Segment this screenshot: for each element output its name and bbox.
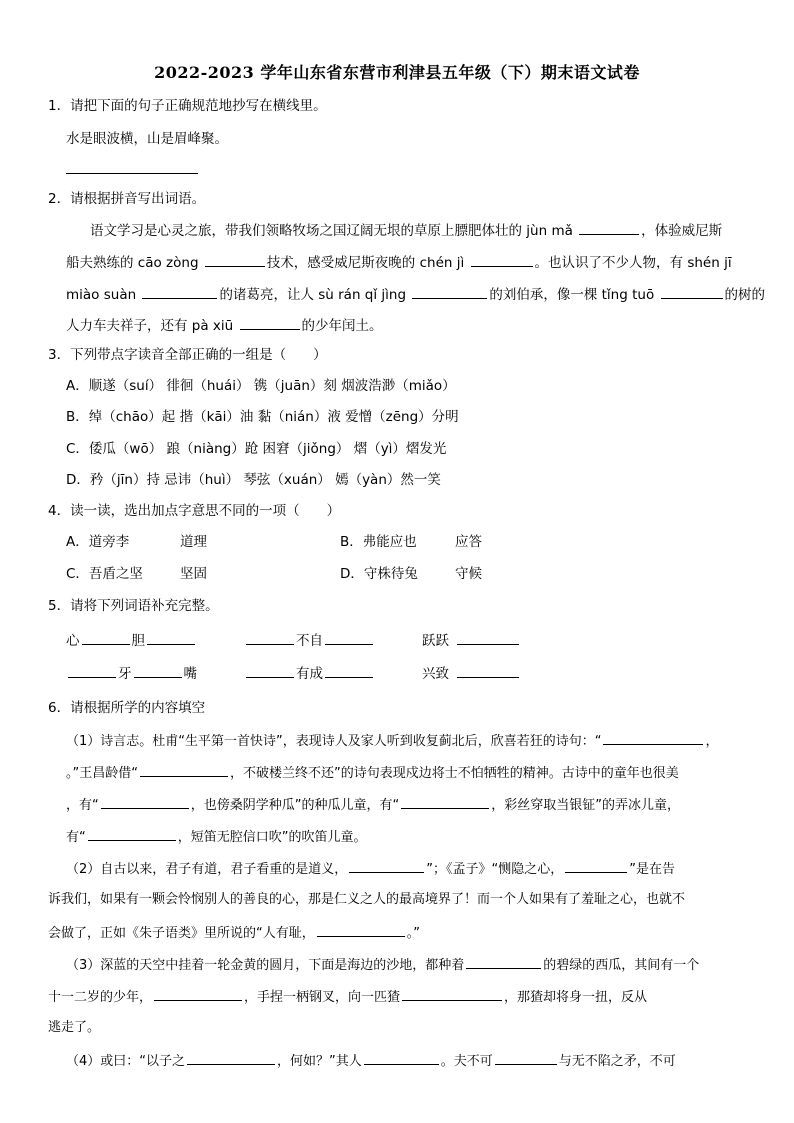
q6-text: （2）自古以来，君子有道，君子看重的是道义， [66,862,348,877]
q2-text: 的树的 [724,287,766,303]
question-2-line-4 [66,315,383,336]
q5-blank[interactable] [325,663,373,678]
question-2-line-1 [90,220,722,241]
q6-p3-line-3: 逃走了。 [48,1020,101,1035]
q5-blank[interactable] [147,630,195,645]
question-4-stem: 4．读一读，选出加点字意思不同的一项（ ） [48,503,341,519]
q6-text: ，不破楼兰终不还”的诗句表现戍边将士不怕牺牲的精神。古诗中的童年也很美 [229,766,679,781]
question-4-option-d-word: 守候 [455,566,482,582]
q2-text: 。也认识了不少人物，有 shén jī [534,255,732,271]
question-4-option-a[interactable]: A．道旁李 [66,534,130,550]
question-4-option-b[interactable]: B．弗能应也 [340,534,417,550]
q6-text: 的碧绿的西瓜，其间有一个 [543,958,700,973]
q6-blank[interactable] [101,794,189,809]
q6-blank[interactable] [154,986,242,1001]
question-4-option-c[interactable]: C．吾盾之坚 [66,566,143,582]
q2-blank-junma[interactable] [579,220,639,235]
q6-p3-line-1 [66,954,699,976]
q2-blank-caozong[interactable] [205,252,265,267]
question-6-stem: 6．请根据所学的内容填空 [48,700,206,716]
q2-text: 语文学习是心灵之旅，带我们领略牧场之国辽阔无垠的草原上膘肥体壮的 jùn mǎ [90,223,573,239]
q6-text: ，也傍桑阴学种瓜”的种瓜儿童，有“ [190,798,400,813]
q5-text: 跃跃 [422,633,449,649]
page-title: 2022-2023 学年山东省东营市利津县五年级（下）期末语文试卷 [154,63,640,82]
q6-text: 有“ [66,830,86,845]
q2-text: miào suàn [66,287,137,303]
q5-item-2 [244,630,375,651]
q6-text: （3）深蓝的天空中挂着一轮金黄的圆月，下面是海边的沙地，都种着 [66,958,465,973]
q6-p1-line-1 [66,730,719,752]
question-4-option-d[interactable]: D．守株待兔 [340,566,418,582]
q6-text: 。”王昌龄借“ [66,766,138,781]
q6-blank[interactable] [565,858,627,873]
q6-text: （4）或曰：“以子之 [66,1054,186,1069]
q5-text: 有成 [296,666,323,682]
q5-item-3 [422,630,521,651]
q6-blank[interactable] [187,1050,275,1065]
question-4-option-a-word: 道理 [180,534,207,550]
q5-item-4 [66,663,197,684]
q5-text: 心 [66,633,80,649]
q6-p3-line-2 [48,986,647,1008]
q5-text: 兴致 [422,666,449,682]
question-5-stem: 5．请将下列词语补充完整。 [48,598,219,614]
q6-text: ”是在告 [629,862,676,877]
q6-text: 十一二岁的少年， [48,990,153,1005]
q6-p1-line-3 [66,794,680,816]
q5-text: 不自 [296,633,323,649]
q5-blank[interactable] [457,630,519,645]
q6-p1-line-2 [66,762,679,784]
question-1-answer-line[interactable] [66,173,198,174]
question-3-option-a[interactable]: A．顺遂（suí） 徘徊（huái） 镌（juān）刻 烟波浩渺（miǎo） [66,378,456,394]
q2-blank-miaosuan[interactable] [142,284,217,299]
q6-text: （1）诗言志。杜甫“生平第一首快诗”，表现诗人及家人听到收复蓟北后，欣喜若狂的诗句：“ [66,734,602,749]
question-1-stem: 1．请把下面的句子正确规范地抄写在横线里。 [48,98,327,114]
q6-p1-line-4 [66,826,367,848]
q6-text: 会做了，正如《朱子语类》里所说的“人有耻， [48,926,315,941]
question-2-line-3 [66,284,765,305]
q6-blank[interactable] [349,858,424,873]
q2-text: ，体验威尼斯 [641,223,723,239]
q6-blank[interactable] [495,1050,557,1065]
q2-text: 的刘伯承，像一棵 tǐng tuō [489,287,655,303]
q5-item-1 [66,630,197,651]
q5-blank[interactable] [246,663,294,678]
q6-blank[interactable] [140,762,228,777]
q5-blank[interactable] [82,630,130,645]
q2-text: 的少年闰土。 [301,318,383,334]
q5-blank[interactable] [325,630,373,645]
q6-p4-line-1 [66,1050,676,1072]
question-1-sentence: 水是眼波横，山是眉峰聚。 [66,131,228,147]
q5-blank[interactable] [134,663,182,678]
q6-text: ，彩丝穿取当银钲”的弄冰儿童， [491,798,680,813]
q2-blank-tingba[interactable] [661,284,723,299]
q2-blank-suranqijing[interactable] [412,284,487,299]
q6-text: ”；《孟子》“恻隐之心， [426,862,564,877]
q5-text: 牙 [118,666,132,682]
q5-blank[interactable] [68,663,116,678]
q6-blank[interactable] [466,954,541,969]
q6-blank[interactable] [603,730,703,745]
q5-text: 胆 [131,633,145,649]
q6-p2-line-2: 诉我们，如果有一颗会怜悯别人的善良的心，那是仁义之人的最高境界了！而一个人如果有了羞耻之心，也就不 [48,892,686,907]
question-3-option-c[interactable]: C．倭瓜（wō） 踉（niàng）跄 困窘（jiǒng） 熠（yì）熠发光 [66,441,447,457]
q6-text: ，手捏一柄钢叉，向一匹猹 [244,990,401,1005]
q6-text: 。” [406,926,420,941]
q6-text: ，短笛无腔信口吹”的吹笛儿童。 [177,830,367,845]
q6-blank[interactable] [88,826,176,841]
question-3-option-b[interactable]: B．绰（chāo）起 揩（kāi）油 黏（nián）液 爱憎（zēng）分明 [66,409,459,425]
q6-text: 。夫不可 [440,1054,493,1069]
question-2-line-2 [66,252,732,273]
question-4-option-c-word: 坚固 [180,566,207,582]
question-3-option-d[interactable]: D．矜（jīn）持 忌讳（huì） 琴弦（xuán） 嫣（yàn）然一笑 [66,472,441,488]
q2-blank-paxiu[interactable] [240,315,300,330]
q6-blank[interactable] [401,794,489,809]
q6-text: ， [705,734,719,749]
q6-p2-line-1 [66,858,675,880]
q5-item-5 [244,663,375,684]
q2-text: 技术，感受威尼斯夜晚的 chén jì [266,255,465,271]
q5-text: 嘴 [183,666,197,682]
q2-text: 船夫熟练的 cāo zòng [66,255,199,271]
question-4-option-b-word: 应答 [455,534,482,550]
q6-blank[interactable] [402,986,502,1001]
q2-blank-chenji[interactable] [471,252,533,267]
question-3-stem: 3．下列带点字读音全部正确的一组是（ ） [48,347,327,363]
q2-text: 的诸葛亮，让人 sù rán qǐ jìng [219,287,407,303]
q5-blank[interactable] [246,630,294,645]
q6-text: ，有“ [66,798,99,813]
q6-text: ，那猹却将身一扭，反从 [504,990,648,1005]
q6-text: ，何如？”其人 [277,1054,362,1069]
q6-p2-line-3 [48,922,420,944]
q6-text: 与无不陷之矛，不可 [558,1054,676,1069]
q5-item-6 [422,663,521,684]
question-2-stem: 2．请根据拼音写出词语。 [48,191,206,207]
q6-blank[interactable] [364,1050,439,1065]
q2-text: 人力车夫祥子，还有 pà xiū [66,318,234,334]
q5-blank[interactable] [457,663,519,678]
q6-blank[interactable] [317,922,405,937]
